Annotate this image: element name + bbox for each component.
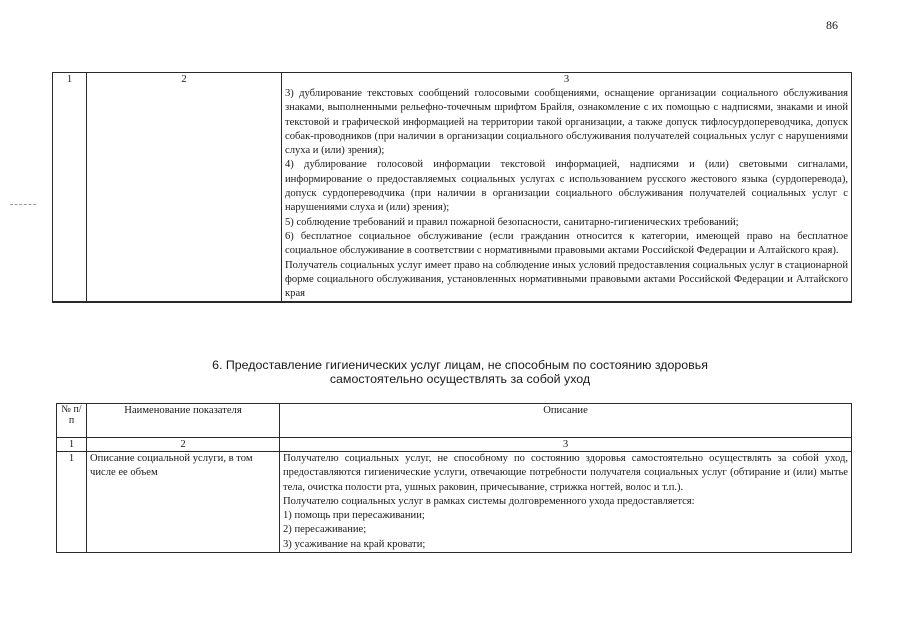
section-title-line: самостоятельно осуществлять за собой уход (329, 372, 591, 386)
column-number: 2 (87, 438, 280, 452)
column-number: 3 (280, 438, 852, 452)
header-indicator: Наименование показателя (87, 404, 280, 438)
column-number: 1 (57, 438, 87, 452)
header-description: Описание (280, 404, 852, 438)
continued-table (52, 72, 852, 303)
column-2-cell (87, 73, 282, 303)
description-line: 4) дублирование голосовой информации текстовой информацией, надписями и (или) световыми сигналами, информирование о предоставляемых социальных услугах с использованием русского жестового языка (сурдоперевода), допуск сурдопереводчика (при наличии в организации социального обслуживания получателей социальных услуг с нарушениями слуха и (или) зрения); (285, 159, 848, 214)
column-number: 1 (66, 74, 73, 85)
description-line: 2) пересаживание; (283, 524, 367, 536)
description-line: 3) усаживание на край кровати; (283, 538, 426, 550)
column-1-cell (53, 73, 87, 303)
description-line: 6) бесплатное социальное обслуживание (если гражданин относится к категории, имеющей право на бесплатное социальное обслуживание в соответствии с нормативными правовыми актами Российской Федерации и Алтайского края). (285, 230, 848, 257)
row-number: 1 (57, 452, 87, 553)
column-number: 2 (181, 74, 187, 85)
section-heading (120, 358, 800, 386)
description-line: 5) соблюдение требований и правил пожарной безопасности, санитарно-гигиенических требований; (285, 216, 739, 228)
section-table (56, 403, 852, 553)
table-row (57, 452, 852, 553)
indicator-name: Описание социальной услуги, в том числе ее объем (87, 452, 280, 553)
column-number: 3 (563, 74, 570, 85)
description-line: Получателю социальных услуг, не способному по состоянию здоровья самостоятельно осуществлять за собой уход, предоставляются гигиенические услуги, отвечающие потребности получателя социальных услуг (обтирание и (или) мытье тела, очистка полости рта, ушных раковин, причесывание, стрижка ногтей, волос и т.п.). (283, 453, 848, 493)
description-line: 1) помощь при пересаживании; (283, 510, 425, 522)
description-line: Получателю социальных услуг в рамках системы долговременного ухода предоставляется: (283, 495, 695, 507)
description-line: 3) дублирование текстовых сообщений голосовыми сообщениями, оснащение организации социального обслуживания знаками, выполненными рельефно-точечным шрифтом Брайля, ознакомление с их помощью с надписями, знаками и иной текстовой и графической информацией на территории такой организации, а также допуск тифлосурдопереводчика, допуск собак-проводников (при наличии в организации социального обслуживания получателей социальных услуг с нарушениями слуха и (или) зрения); (285, 88, 848, 157)
table-row (53, 73, 852, 303)
column-number-row (57, 438, 852, 452)
page-number: 86 (826, 18, 838, 32)
section-title-line: 6. Предоставление гигиенических услуг лицам, не способным по состоянию здоровья (212, 358, 708, 372)
description-cell (280, 452, 852, 553)
description-text (283, 452, 848, 552)
header-number: № п/п (57, 404, 87, 438)
scan-mark (10, 204, 36, 205)
table-header-row (57, 404, 852, 438)
description-cell (282, 73, 852, 303)
description-text (285, 87, 848, 301)
description-line: Получатель социальных услуг имеет право на соблюдение иных условий предоставления социальных услуг в стационарной форме социального обслуживания, установленных нормативными правовыми актами Российской Федерации и Алтайского края (285, 259, 848, 300)
